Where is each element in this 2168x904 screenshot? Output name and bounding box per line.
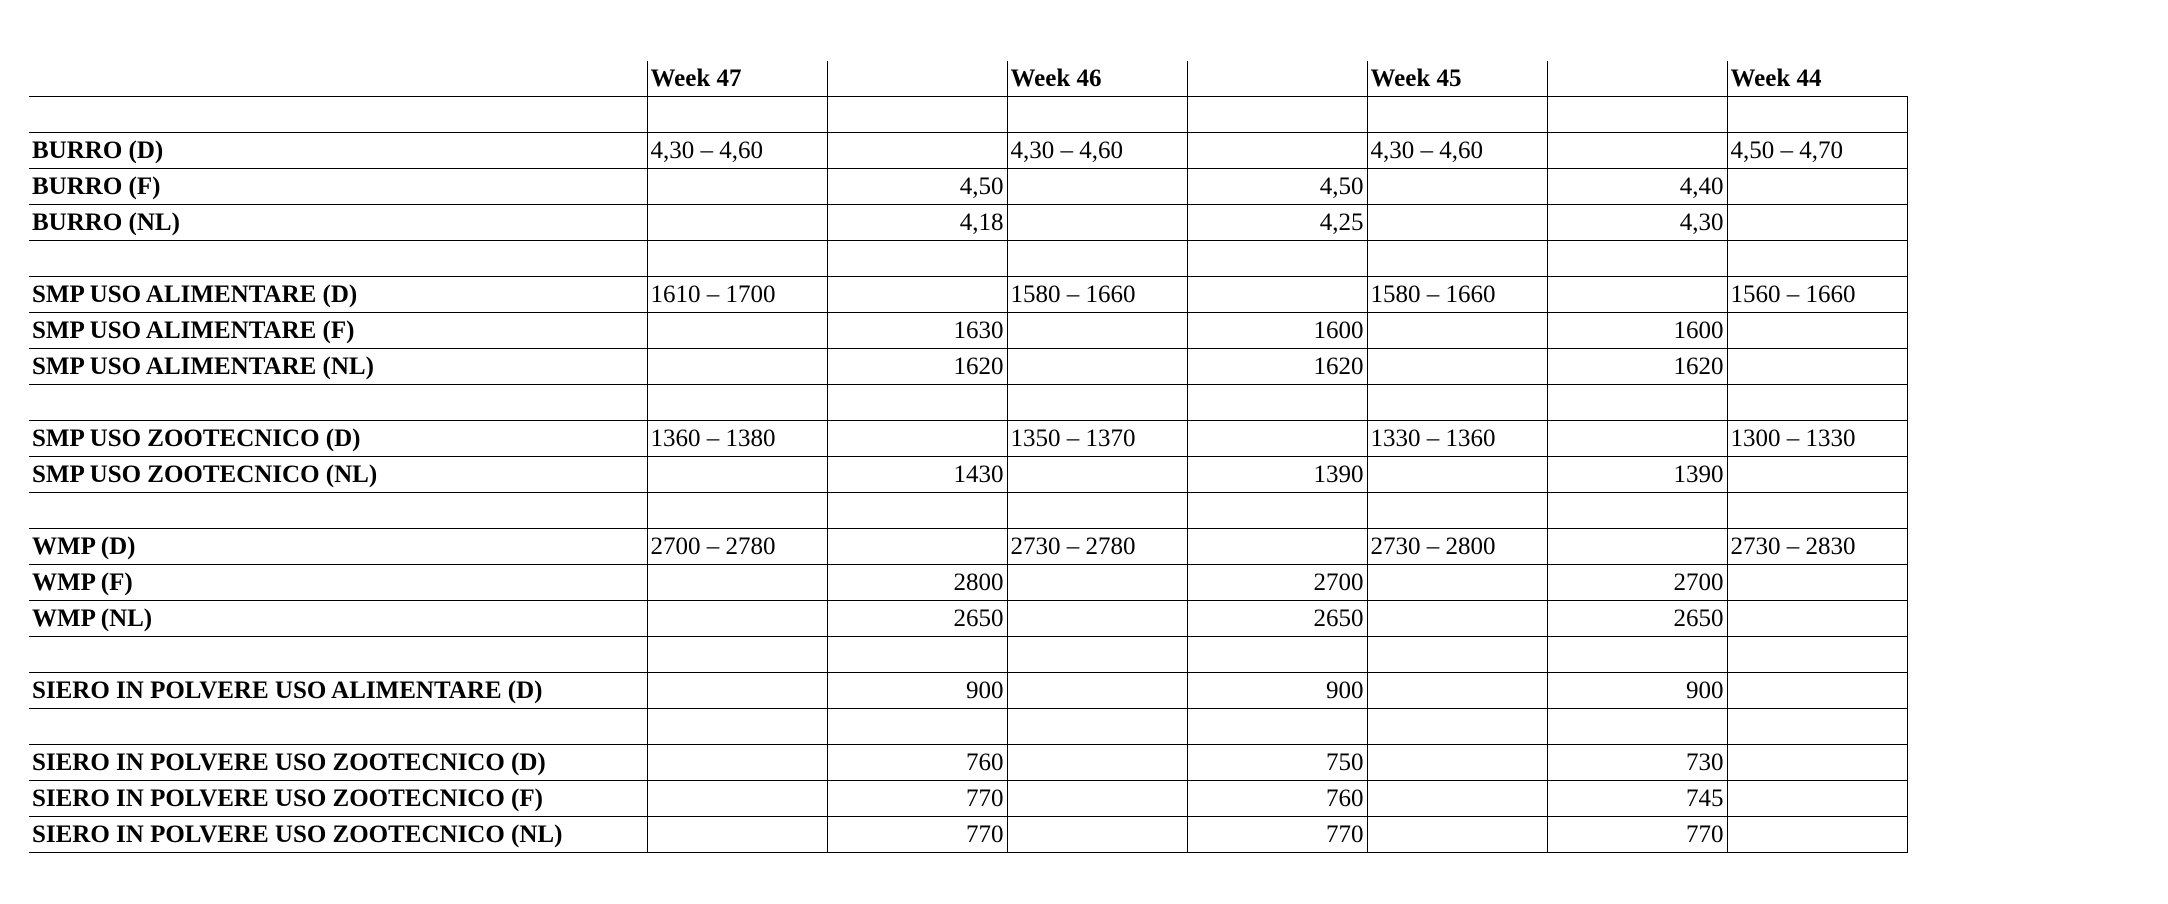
spacer-cell xyxy=(1367,169,1547,205)
spacer-cell xyxy=(1367,565,1547,601)
value-cell xyxy=(1007,385,1187,421)
spacer-cell xyxy=(1187,97,1367,133)
spacer-cell xyxy=(1367,817,1547,853)
header-spacer-cell xyxy=(827,61,1007,97)
spacer-cell xyxy=(1007,745,1187,781)
value-cell: 770 xyxy=(1187,817,1367,853)
week-header: Week 45 xyxy=(1367,61,1547,97)
product-label xyxy=(29,385,647,421)
spacer-cell xyxy=(1007,673,1187,709)
spacer-cell xyxy=(1547,421,1727,457)
spacer-cell xyxy=(1727,781,1907,817)
table-body xyxy=(29,61,1907,853)
spacer-cell xyxy=(1727,673,1907,709)
spacer-cell xyxy=(647,745,827,781)
value-cell: 4,30 – 4,60 xyxy=(1007,133,1187,169)
spacer-cell xyxy=(1007,457,1187,493)
spacer-cell xyxy=(1367,781,1547,817)
spacer-cell xyxy=(647,673,827,709)
value-cell: 770 xyxy=(1547,817,1727,853)
spacer-cell xyxy=(827,277,1007,313)
spacer-cell xyxy=(827,637,1007,673)
value-cell: 750 xyxy=(1187,745,1367,781)
spacer-cell xyxy=(1187,277,1367,313)
value-cell: 4,50 xyxy=(1187,169,1367,205)
value-cell xyxy=(1727,493,1907,529)
value-cell: 1600 xyxy=(1187,313,1367,349)
value-cell xyxy=(1007,493,1187,529)
value-cell: 1620 xyxy=(1547,349,1727,385)
value-cell xyxy=(1007,637,1187,673)
spacer-cell xyxy=(1187,241,1367,277)
spacer-cell xyxy=(1367,745,1547,781)
value-cell xyxy=(1367,385,1547,421)
product-label xyxy=(29,97,647,133)
value-cell: 2730 – 2780 xyxy=(1007,529,1187,565)
product-label xyxy=(29,241,647,277)
value-cell xyxy=(1007,97,1187,133)
value-cell xyxy=(1727,97,1907,133)
product-label: BURRO (F) xyxy=(29,169,647,205)
spacer-cell xyxy=(827,493,1007,529)
week-header: Week 46 xyxy=(1007,61,1187,97)
spacer-cell xyxy=(827,421,1007,457)
spacer-cell xyxy=(1187,529,1367,565)
spacer-cell xyxy=(1187,385,1367,421)
value-cell: 4,30 – 4,60 xyxy=(647,133,827,169)
value-cell: 1620 xyxy=(827,349,1007,385)
spacer-cell xyxy=(827,529,1007,565)
header-spacer-cell xyxy=(1187,61,1367,97)
spacer-cell xyxy=(1547,385,1727,421)
value-cell: 1600 xyxy=(1547,313,1727,349)
spacer-cell xyxy=(1007,817,1187,853)
value-cell xyxy=(1007,709,1187,745)
spacer-cell xyxy=(1727,817,1907,853)
spacer-cell xyxy=(1007,313,1187,349)
value-cell: 2700 xyxy=(1187,565,1367,601)
spacer-cell xyxy=(1727,169,1907,205)
table-row xyxy=(29,673,1907,709)
value-cell: 4,50 – 4,70 xyxy=(1727,133,1907,169)
value-cell: 1350 – 1370 xyxy=(1007,421,1187,457)
value-cell: 4,50 xyxy=(827,169,1007,205)
spacer-cell xyxy=(1187,421,1367,457)
product-label: SIERO IN POLVERE USO ZOOTECNICO (D) xyxy=(29,745,647,781)
value-cell: 1330 – 1360 xyxy=(1367,421,1547,457)
spacer-cell xyxy=(1367,349,1547,385)
spacer-cell xyxy=(1187,637,1367,673)
week-header: Week 44 xyxy=(1727,61,1907,97)
spacer-row xyxy=(29,241,1907,277)
value-cell: 4,25 xyxy=(1187,205,1367,241)
spacer-cell xyxy=(1007,781,1187,817)
spacer-cell xyxy=(1547,133,1727,169)
value-cell xyxy=(1367,709,1547,745)
value-cell: 1360 – 1380 xyxy=(647,421,827,457)
table-row xyxy=(29,133,1907,169)
value-cell: 2730 – 2830 xyxy=(1727,529,1907,565)
value-cell: 1300 – 1330 xyxy=(1727,421,1907,457)
spacer-cell xyxy=(647,457,827,493)
value-cell: 1630 xyxy=(827,313,1007,349)
value-cell xyxy=(647,637,827,673)
spacer-cell xyxy=(827,241,1007,277)
table-row xyxy=(29,529,1907,565)
value-cell xyxy=(1727,385,1907,421)
spacer-cell xyxy=(647,817,827,853)
spacer-cell xyxy=(1547,637,1727,673)
table-row xyxy=(29,565,1907,601)
spacer-cell xyxy=(1727,205,1907,241)
table-row xyxy=(29,277,1907,313)
spacer-cell xyxy=(1547,277,1727,313)
product-label: WMP (NL) xyxy=(29,601,647,637)
table-row xyxy=(29,601,1907,637)
spacer-cell xyxy=(1367,601,1547,637)
value-cell: 2650 xyxy=(827,601,1007,637)
value-cell: 4,30 xyxy=(1547,205,1727,241)
value-cell: 2700 – 2780 xyxy=(647,529,827,565)
table-row xyxy=(29,349,1907,385)
spacer-cell xyxy=(1727,745,1907,781)
product-label: SMP USO ALIMENTARE (F) xyxy=(29,313,647,349)
value-cell: 1620 xyxy=(1187,349,1367,385)
spacer-cell xyxy=(647,781,827,817)
product-label: WMP (D) xyxy=(29,529,647,565)
product-label: SIERO IN POLVERE USO ZOOTECNICO (NL) xyxy=(29,817,647,853)
spacer-cell xyxy=(1727,601,1907,637)
header-row xyxy=(29,61,1907,97)
spacer-cell xyxy=(827,133,1007,169)
product-label: SMP USO ZOOTECNICO (NL) xyxy=(29,457,647,493)
spacer-cell xyxy=(647,565,827,601)
spacer-cell xyxy=(1547,493,1727,529)
value-cell: 900 xyxy=(827,673,1007,709)
table-row xyxy=(29,421,1907,457)
spacer-cell xyxy=(1727,565,1907,601)
spacer-cell xyxy=(1007,601,1187,637)
spacer-cell xyxy=(1007,565,1187,601)
product-label: BURRO (D) xyxy=(29,133,647,169)
value-cell xyxy=(1727,241,1907,277)
product-label: SIERO IN POLVERE USO ALIMENTARE (D) xyxy=(29,673,647,709)
product-label: WMP (F) xyxy=(29,565,647,601)
product-label: BURRO (NL) xyxy=(29,205,647,241)
value-cell: 1580 – 1660 xyxy=(1007,277,1187,313)
spacer-cell xyxy=(1547,97,1727,133)
value-cell: 730 xyxy=(1547,745,1727,781)
product-label: SIERO IN POLVERE USO ZOOTECNICO (F) xyxy=(29,781,647,817)
table-row xyxy=(29,817,1907,853)
value-cell xyxy=(1367,97,1547,133)
price-table xyxy=(29,61,1908,853)
value-cell: 2730 – 2800 xyxy=(1367,529,1547,565)
table-row xyxy=(29,745,1907,781)
value-cell: 2650 xyxy=(1547,601,1727,637)
product-label xyxy=(29,493,647,529)
value-cell xyxy=(647,97,827,133)
value-cell: 760 xyxy=(1187,781,1367,817)
value-cell: 1560 – 1660 xyxy=(1727,277,1907,313)
spacer-cell xyxy=(1187,493,1367,529)
header-spacer-cell xyxy=(1547,61,1727,97)
spacer-cell xyxy=(1007,205,1187,241)
value-cell xyxy=(1367,241,1547,277)
spacer-cell xyxy=(1547,241,1727,277)
product-label xyxy=(29,637,647,673)
spacer-row xyxy=(29,493,1907,529)
spacer-cell xyxy=(1367,673,1547,709)
value-cell xyxy=(647,709,827,745)
spacer-row xyxy=(29,385,1907,421)
value-cell: 2650 xyxy=(1187,601,1367,637)
value-cell: 900 xyxy=(1547,673,1727,709)
product-label: SMP USO ALIMENTARE (NL) xyxy=(29,349,647,385)
spacer-cell xyxy=(1547,529,1727,565)
value-cell xyxy=(647,385,827,421)
value-cell: 1430 xyxy=(827,457,1007,493)
value-cell xyxy=(647,241,827,277)
spacer-cell xyxy=(647,601,827,637)
spacer-cell xyxy=(1547,709,1727,745)
spacer-cell xyxy=(827,385,1007,421)
spacer-cell xyxy=(1007,349,1187,385)
value-cell: 4,40 xyxy=(1547,169,1727,205)
value-cell xyxy=(1367,637,1547,673)
value-cell xyxy=(647,493,827,529)
spacer-cell xyxy=(1007,169,1187,205)
value-cell: 2700 xyxy=(1547,565,1727,601)
week-header: Week 47 xyxy=(647,61,827,97)
spacer-cell xyxy=(1367,205,1547,241)
spacer-cell xyxy=(647,169,827,205)
value-cell: 745 xyxy=(1547,781,1727,817)
value-cell: 1390 xyxy=(1187,457,1367,493)
product-label: SMP USO ALIMENTARE (D) xyxy=(29,277,647,313)
value-cell: 1580 – 1660 xyxy=(1367,277,1547,313)
spacer-row xyxy=(29,97,1907,133)
spacer-cell xyxy=(647,349,827,385)
spacer-cell xyxy=(647,205,827,241)
value-cell: 4,30 – 4,60 xyxy=(1367,133,1547,169)
spacer-cell xyxy=(1187,709,1367,745)
spacer-cell xyxy=(1727,349,1907,385)
value-cell: 1390 xyxy=(1547,457,1727,493)
spacer-cell xyxy=(1187,133,1367,169)
spacer-row xyxy=(29,637,1907,673)
spacer-cell xyxy=(1367,313,1547,349)
spacer-cell xyxy=(827,709,1007,745)
value-cell xyxy=(1727,637,1907,673)
table-row xyxy=(29,169,1907,205)
table-row xyxy=(29,781,1907,817)
value-cell: 760 xyxy=(827,745,1007,781)
spacer-cell xyxy=(647,313,827,349)
spacer-cell xyxy=(1367,457,1547,493)
table-row xyxy=(29,313,1907,349)
product-label: SMP USO ZOOTECNICO (D) xyxy=(29,421,647,457)
value-cell xyxy=(1007,241,1187,277)
value-cell: 4,18 xyxy=(827,205,1007,241)
spacer-cell xyxy=(827,97,1007,133)
spacer-row xyxy=(29,709,1907,745)
header-corner-cell xyxy=(29,61,647,97)
value-cell: 770 xyxy=(827,781,1007,817)
value-cell: 900 xyxy=(1187,673,1367,709)
table-row xyxy=(29,205,1907,241)
value-cell xyxy=(1727,709,1907,745)
spacer-cell xyxy=(1727,457,1907,493)
value-cell: 770 xyxy=(827,817,1007,853)
table-row xyxy=(29,457,1907,493)
value-cell xyxy=(1367,493,1547,529)
spacer-cell xyxy=(1727,313,1907,349)
value-cell: 2800 xyxy=(827,565,1007,601)
product-label xyxy=(29,709,647,745)
value-cell: 1610 – 1700 xyxy=(647,277,827,313)
